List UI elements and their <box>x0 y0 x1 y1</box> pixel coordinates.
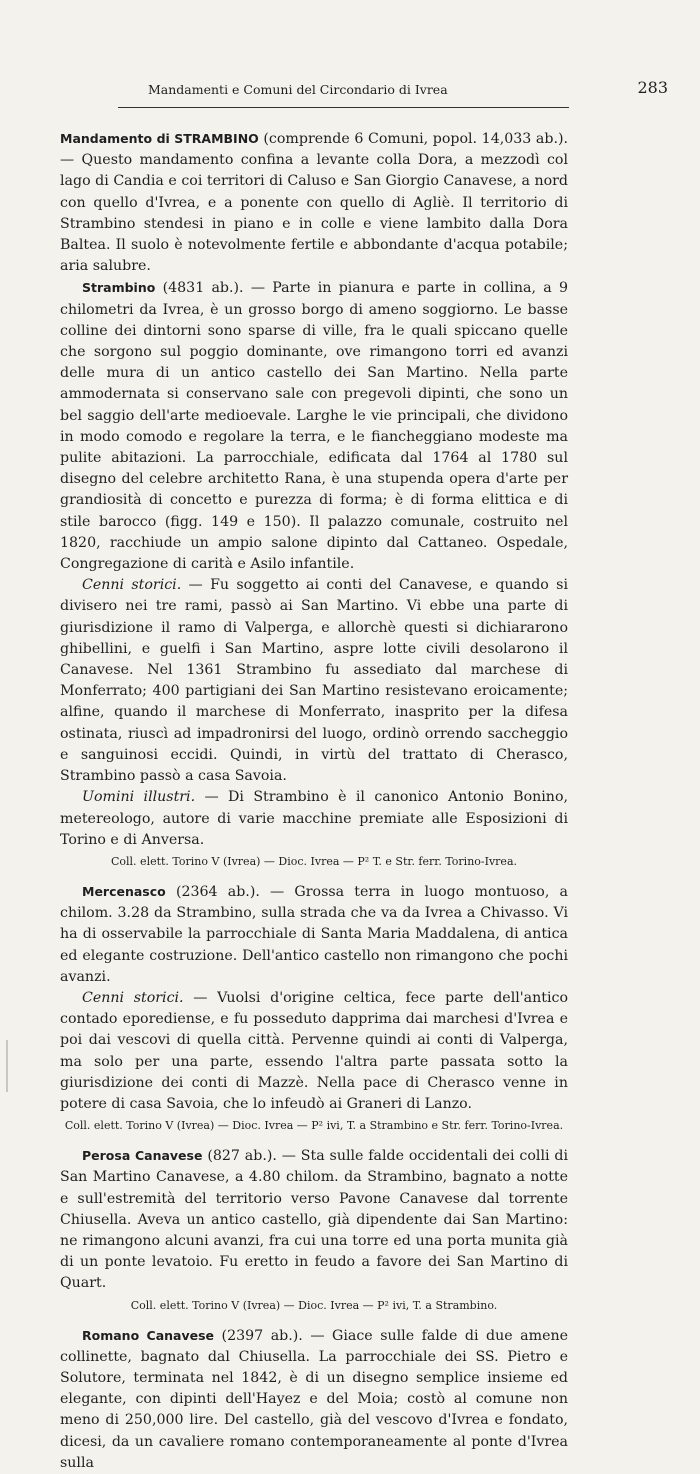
paragraph-perosa <box>60 1145 568 1294</box>
paragraph-text: (4831 ab.). — Parte in pianura e parte in collina, a 9 chilometri da Ivrea, è un grosso borgo di ameno soggiorno. Le basse colline dei dintorni sono sparse di ville, fra le quali spiccano quelle che sorgono sul poggio dominante, ove rimangono torri ed avanzi delle mura di un antico castello dei San Martino. Nella parte ammodernata si conservano sale con pregevoli dipinti, che sono un bel saggio dell'arte medioevale. Larghe le vie principali, che dividono in modo comodo e regolare la terra, e le fiancheggiano modeste ma pulite abitazioni. La parrocchiale, edificata dal 1764 al 1780 sul disegno del celebre architetto Rana, è una stupenda opera d'arte per grandiosità di concetto e purezza di forma; è di forma elittica e di stile barocco (figg. 149 e 150). Il palazzo comunale, costruito nel 1820, racchiude un ampio salone dipinto dal Cattaneo. Ospedale, Congregazione di carità e Asilo infantile. <box>60 280 568 573</box>
section-perosa-canavese <box>60 1145 568 1314</box>
page-number: 283 <box>637 78 668 97</box>
scan-margin-mark <box>6 1040 8 1092</box>
section-romano-canavese <box>60 1325 568 1474</box>
admin-note: Coll. elett. Torino V (Ivrea) — Dioc. Ivrea — P² T. e Str. ferr. Torino-Ivrea. <box>110 854 518 868</box>
page-body <box>60 128 568 1474</box>
admin-note: Coll. elett. Torino V (Ivrea) — Dioc. Ivrea — P² ivi, T. a Strambino. <box>130 1298 498 1312</box>
paragraph-text: — Di Strambino è il canonico Antonio Bonino, metereologo, autore di varie macchine premiate alle Esposizioni di Torino e di Anversa. <box>60 789 568 848</box>
paragraph-text: — Fu soggetto ai conti del Canavese, e quando si divisero nei tre rami, passò ai San Martino. Vi ebbe una parte di giurisdizione il ramo di Valperga, e allorchè questi si dichiararono ghibellini, e guelfi i San Martino, aspre lotte civili desolarono il Canavese. Nel 1361 Strambino fu assediato dal marchese di Monferrato; 400 partigiani dei San Martino resistevano eroicamente; alfine, quando il marchese di Monferrato, inasprito per la difesa ostinata, riuscì ad impadronirsi del luogo, ordinò orrendo saccheggio e sanguinosi eccidi. Quindi, in virtù del trattato di Cherasco, Strambino passò a casa Savoia. <box>60 577 568 785</box>
paragraph-cenni-storici <box>60 988 568 1115</box>
paragraph-text: (827 ab.). — Sta sulle falde occidentali dei colli di San Martino Canavese, a 4.80 chilom. da Strambino, bagnato a notte e sull'estremità del territorio verso Pavone Canavese dal torrente Chiusella. Aveva un antico castello, già dipendente dai San Martino: ne rimangono alcuni avanzi, fra cui una torre ed una porta munita già di un ponte levatoio. Fu eretto in feudo a favore dei San Martino di Quart. <box>60 1148 569 1292</box>
paragraph-cenni-storici <box>60 575 568 787</box>
entry-heading: Mercenasco <box>82 883 166 899</box>
entry-heading: Strambino <box>82 280 156 296</box>
entry-heading: Perosa Canavese <box>82 1148 203 1164</box>
running-title: Mandamenti e Comuni del Circondario di Ivrea <box>148 82 448 97</box>
running-header <box>60 78 670 102</box>
paragraph-text: (2397 ab.). — Giace sulle falde di due amene collinette, bagnato dal Chiusella. La parrocchiale dei SS. Pietro e Solutore, terminata nel 1842, è di un disegno semplice insieme ed elegante, con dipinti dell'Hayez e del Moia; costò al comune non meno di 250,000 lire. Del castello, già del vescovo d'Ivrea e fondato, dicesi, da un cavaliere romano contemporaneamente al ponte d'Ivrea sulla <box>60 1327 569 1471</box>
paragraph-mandamento <box>60 128 568 277</box>
subheading: Uomini illustri. <box>82 789 196 806</box>
paragraph-text: — Vuolsi d'origine celtica, fece parte dell'antico contado eporediense, e fu posseduto dapprima dai marchesi d'Ivrea e poi dai vescovi di quella città. Pervenne quindi ai conti di Valperga, ma solo per una parte, essendo l'altra parte passata sotto la giurisdizione dei conti di Mazzè. Nella pace di Cherasco venne in potere di casa Savoia, che lo infeudò ai Graneri di Lanzo. <box>60 989 568 1112</box>
subheading: Cenni storici. <box>82 577 182 594</box>
admin-note: Coll. elett. Torino V (Ivrea) — Dioc. Ivrea — P² ivi, T. a Strambino e Str. ferr. Torino-Ivrea. <box>64 1119 564 1133</box>
paragraph-text: (comprende 6 Comuni, popol. 14,033 ab.). — Questo mandamento confina a levante colla Dora, a mezzodì col lago di Candia e coi territori di Caluso e San Giorgio Canavese, a nord con quello d'Ivrea, e a ponente con quello di Agliè. Il territorio di Strambino stendesi in piano e in colle e viene lambito dalla Dora Baltea. Il suolo è notevolmente fertile e abbondante d'acqua potabile; aria salubre. <box>60 131 569 275</box>
entry-heading: Romano Canavese <box>82 1327 215 1343</box>
paragraph-uomini-illustri <box>60 787 568 851</box>
paragraph-romano <box>60 1325 568 1474</box>
paragraph-mercenasco <box>60 881 568 988</box>
section-strambino <box>60 128 568 871</box>
paragraph-text: (2364 ab.). — Grossa terra in luogo montuoso, a chilom. 3.28 da Strambino, sulla strada che va da Ivrea a Chivasso. Vi ha di osservabile la parrocchiale di Santa Maria Maddalena, di antica ed elegante costruzione. Dell'antico castello non rimangono che pochi avanzi. <box>60 883 568 985</box>
header-rule <box>118 107 569 108</box>
section-mercenasco <box>60 881 568 1135</box>
entry-heading: Mandamento di STRAMBINO <box>60 131 259 146</box>
paragraph-strambino <box>60 277 568 575</box>
subheading: Cenni storici. <box>82 989 184 1006</box>
